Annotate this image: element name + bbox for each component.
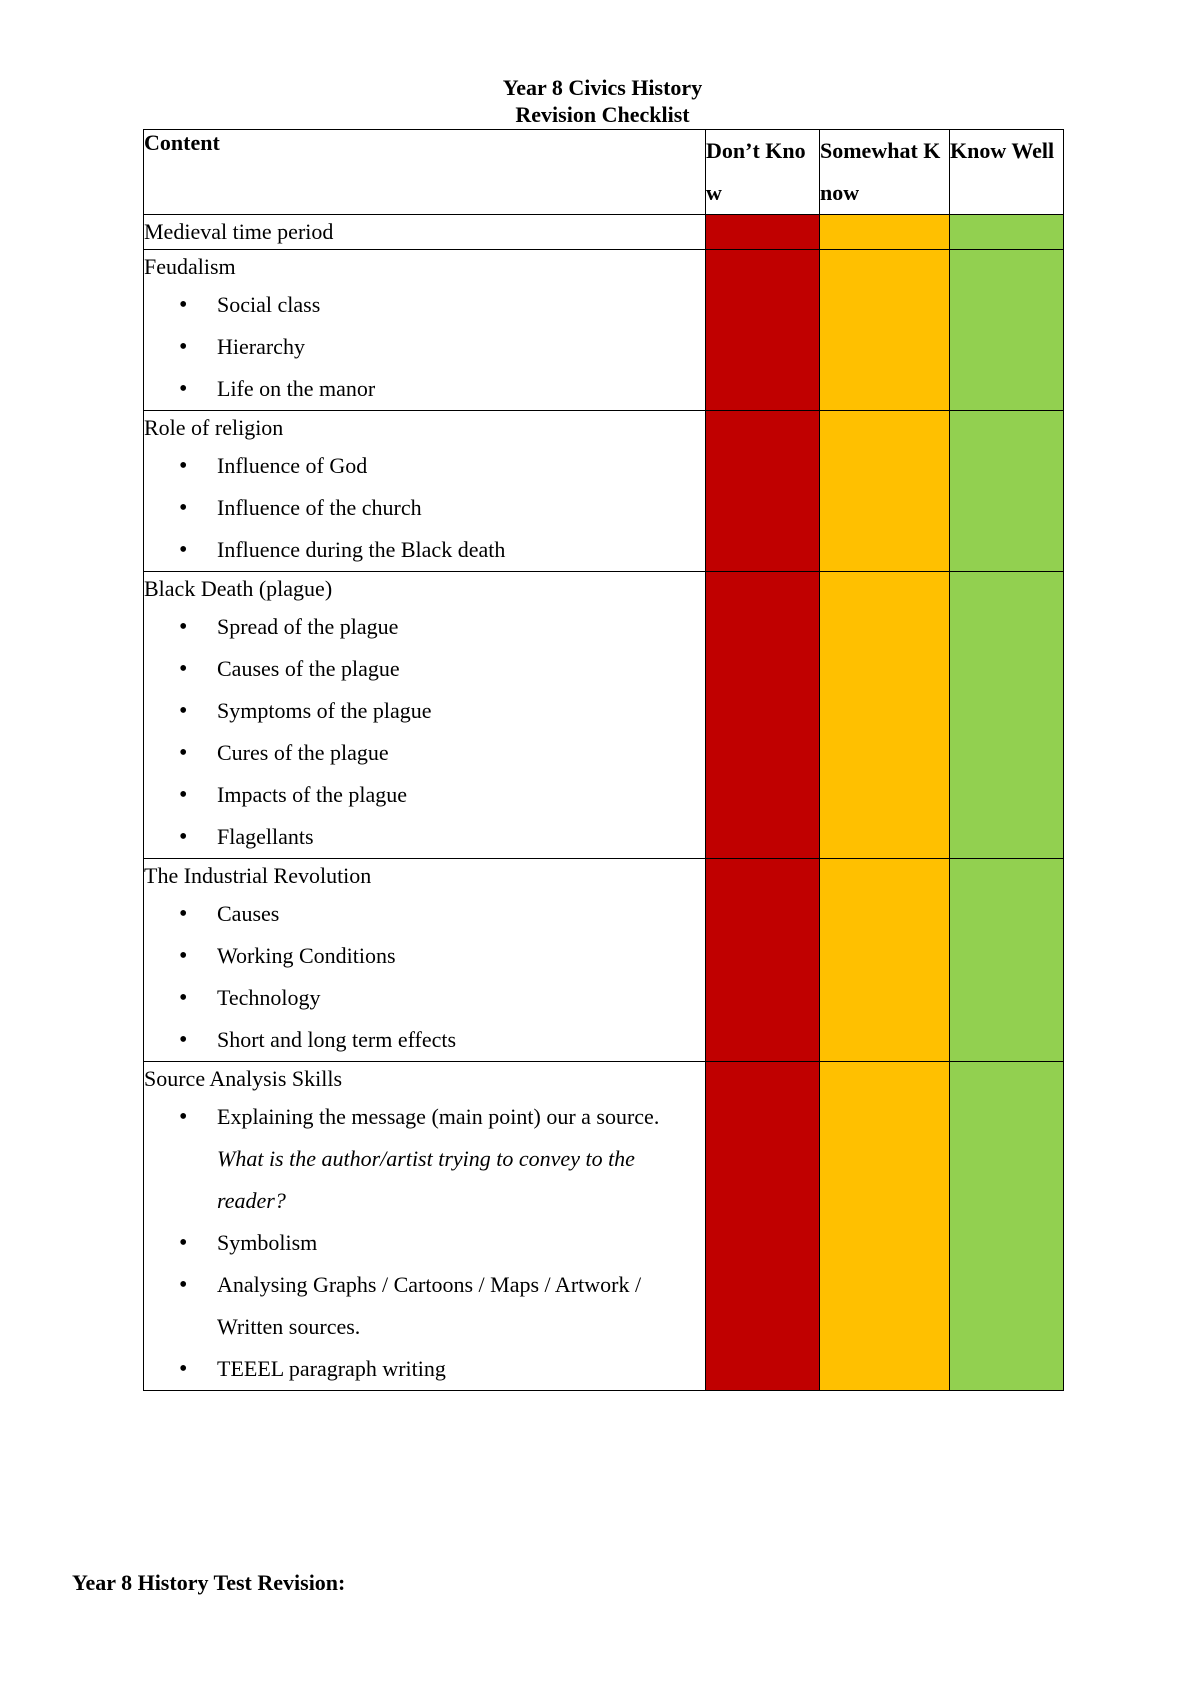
list-item: • Working Conditions — [144, 935, 705, 977]
dont-know-cell[interactable] — [706, 1062, 820, 1391]
know-well-cell[interactable] — [950, 250, 1064, 411]
list-item: • Technology — [144, 977, 705, 1019]
bullet-icon: • — [179, 985, 188, 1011]
bullet-icon: • — [179, 782, 188, 808]
bullet-icon: • — [179, 824, 188, 850]
somewhat-know-cell[interactable] — [820, 411, 950, 572]
somewhat-know-cell[interactable] — [820, 1062, 950, 1391]
topic-cell — [144, 572, 706, 859]
topic-title: Role of religion — [144, 415, 284, 440]
topic-cell — [144, 250, 706, 411]
topic-title: Medieval time period — [144, 219, 334, 244]
revision-checklist-table — [143, 129, 1064, 1391]
list-item: • Causes — [144, 893, 705, 935]
list-item: • Symbolism — [144, 1222, 705, 1264]
header-somewhat-know: Somewhat Know — [820, 130, 950, 215]
title-line-2: Revision Checklist — [515, 102, 690, 127]
somewhat-know-cell[interactable] — [820, 572, 950, 859]
bullet-icon: • — [179, 1104, 188, 1130]
know-well-cell[interactable] — [950, 859, 1064, 1062]
table-row — [144, 215, 1064, 250]
topic-cell — [144, 859, 706, 1062]
subitem-list — [144, 893, 705, 1061]
list-item: • Causes of the plague — [144, 648, 705, 690]
bullet-icon: • — [179, 943, 188, 969]
somewhat-know-cell[interactable] — [820, 215, 950, 250]
table-row — [144, 1062, 1064, 1391]
topic-title: Feudalism — [144, 254, 236, 279]
know-well-cell[interactable] — [950, 411, 1064, 572]
somewhat-know-cell[interactable] — [820, 859, 950, 1062]
list-item: • Hierarchy — [144, 326, 705, 368]
topic-title: The Industrial Revolution — [144, 863, 372, 888]
document-title — [143, 74, 1062, 128]
bullet-icon: • — [179, 1027, 188, 1053]
table-row — [144, 572, 1064, 859]
title-line-1: Year 8 Civics History — [502, 75, 703, 100]
header-dont-know: Don’t Know — [706, 130, 820, 215]
dont-know-cell[interactable] — [706, 859, 820, 1062]
topic-title: Black Death (plague) — [144, 576, 333, 601]
bullet-icon: • — [179, 740, 188, 766]
bullet-icon: • — [179, 1356, 188, 1382]
topic-cell — [144, 411, 706, 572]
list-item — [144, 1096, 705, 1222]
table-row — [144, 411, 1064, 572]
header-row — [144, 130, 1064, 215]
subitem-list — [144, 606, 705, 858]
know-well-cell[interactable] — [950, 215, 1064, 250]
list-item: • Social class — [144, 284, 705, 326]
topic-cell — [144, 1062, 706, 1391]
topic-cell — [144, 215, 706, 250]
bullet-icon: • — [179, 453, 188, 479]
table-row — [144, 250, 1064, 411]
list-item: • Influence during the Black death — [144, 529, 705, 571]
dont-know-cell[interactable] — [706, 215, 820, 250]
bullet-icon: • — [179, 1272, 188, 1298]
header-know-well: Know Well — [950, 130, 1064, 215]
dont-know-cell[interactable] — [706, 411, 820, 572]
list-item: • Analysing Graphs / Cartoons / Maps / Artwork / Written sources. — [144, 1264, 705, 1348]
dont-know-cell[interactable] — [706, 250, 820, 411]
list-item: • Cures of the plague — [144, 732, 705, 774]
table-row — [144, 859, 1064, 1062]
bullet-icon: • — [179, 901, 188, 927]
list-item: • TEEEL paragraph writing — [144, 1348, 705, 1390]
source-message-question: What is the author/artist trying to convey to the reader? — [217, 1146, 635, 1213]
footer-heading: Year 8 History Test Revision: — [72, 1570, 346, 1595]
subitem-list — [144, 284, 705, 410]
bullet-icon: • — [179, 698, 188, 724]
bullet-icon: • — [179, 334, 188, 360]
bullet-icon: • — [179, 292, 188, 318]
list-item: • Influence of the church — [144, 487, 705, 529]
topic-title: Source Analysis Skills — [144, 1066, 343, 1091]
bullet-icon: • — [179, 614, 188, 640]
bullet-icon: • — [179, 656, 188, 682]
dont-know-cell[interactable] — [706, 572, 820, 859]
list-item: • Influence of God — [144, 445, 705, 487]
list-item: • Impacts of the plague — [144, 774, 705, 816]
bullet-icon: • — [179, 537, 188, 563]
subitem-list — [144, 1096, 705, 1390]
list-item: • Life on the manor — [144, 368, 705, 410]
list-item: • Symptoms of the plague — [144, 690, 705, 732]
header-content: Content — [144, 130, 706, 215]
bullet-icon: • — [179, 1230, 188, 1256]
bullet-icon: • — [179, 376, 188, 402]
know-well-cell[interactable] — [950, 572, 1064, 859]
source-message-text: Explaining the message (main point) our a source. — [217, 1104, 660, 1129]
list-item: • Flagellants — [144, 816, 705, 858]
list-item: • Short and long term effects — [144, 1019, 705, 1061]
somewhat-know-cell[interactable] — [820, 250, 950, 411]
subitem-list — [144, 445, 705, 571]
list-item: • Spread of the plague — [144, 606, 705, 648]
bullet-icon: • — [179, 495, 188, 521]
know-well-cell[interactable] — [950, 1062, 1064, 1391]
